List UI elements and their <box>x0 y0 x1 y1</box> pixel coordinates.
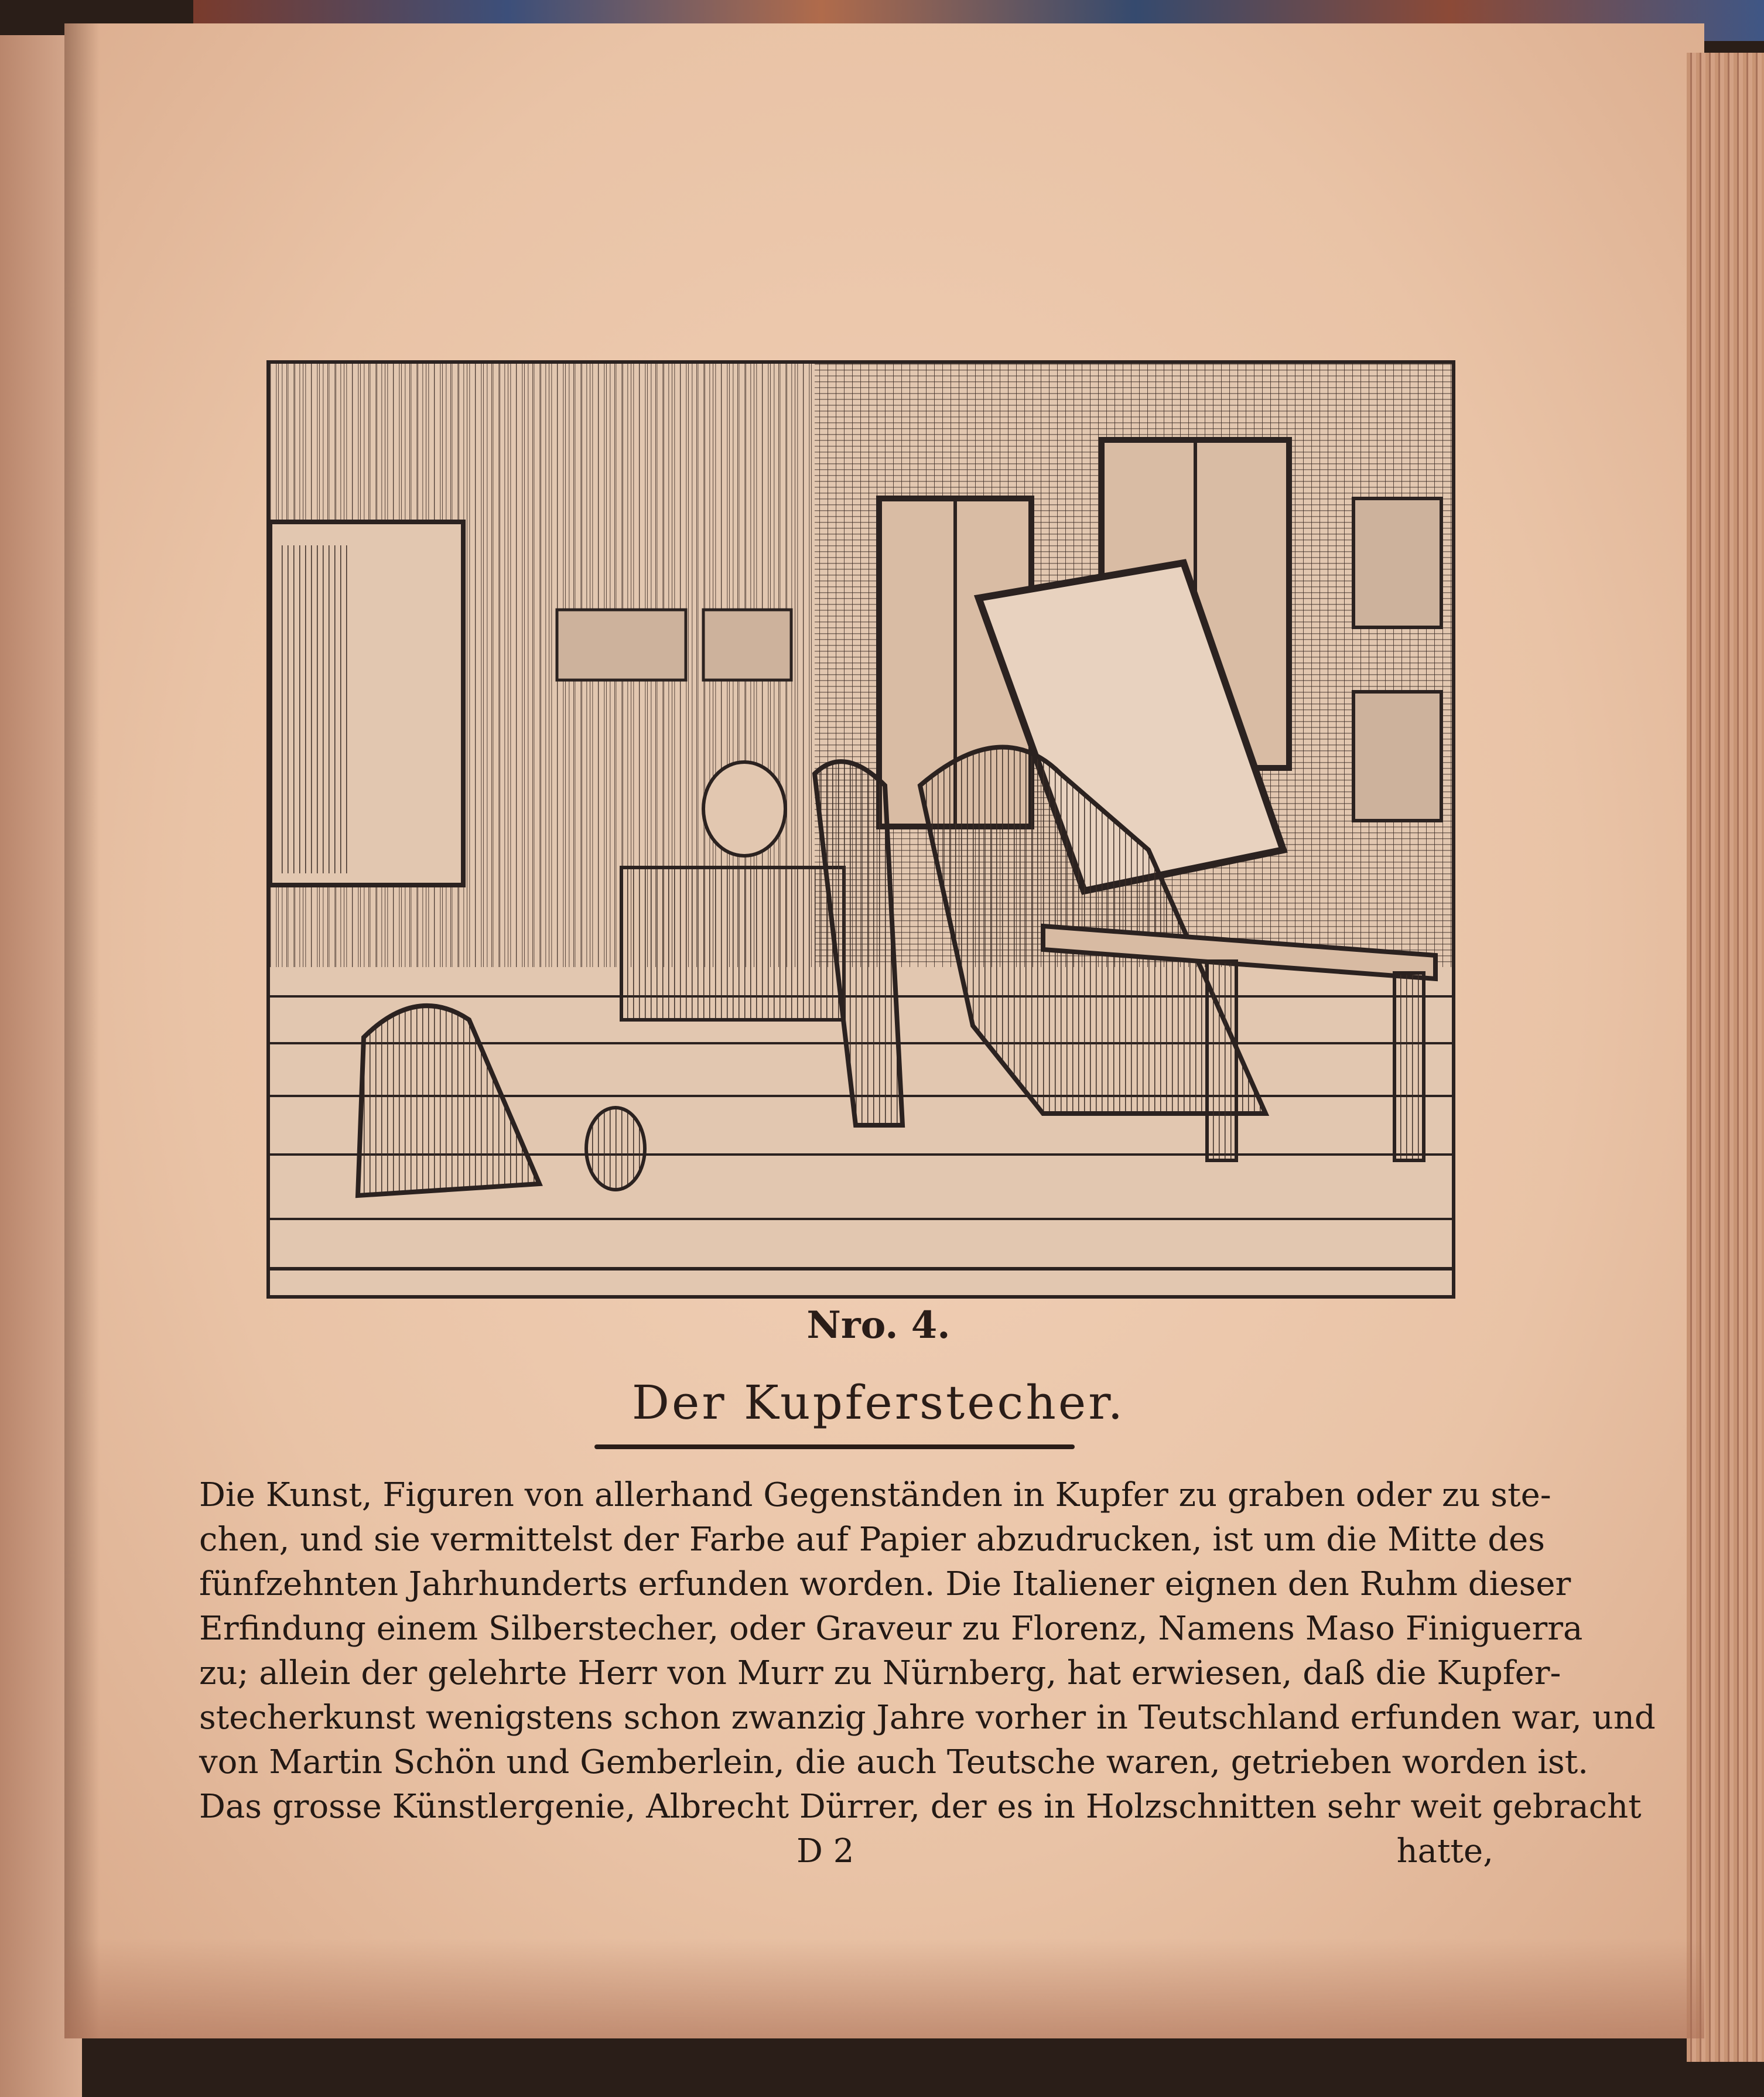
text-line: Das grosse Künstlergenie, Albrecht Dürrer, der es in Holzschnitten sehr weit gebracht <box>199 1788 1642 1826</box>
small-table <box>621 868 844 1020</box>
signature-mark: D 2 <box>796 1832 854 1870</box>
page-stack-edge <box>1687 53 1764 2062</box>
text-line: fünfzehnten Jahrhunderts erfunden worden. Die Italiener eignen den Ruhm dieser <box>199 1565 1571 1603</box>
chapter-title: Der Kupferstecher. <box>631 1375 1126 1430</box>
gutter-shadow <box>64 23 100 2038</box>
torn-bottom-edge <box>64 1939 1704 2038</box>
body-paragraph <box>199 1473 1656 1829</box>
shelf-picture-2 <box>703 610 791 680</box>
wall-picture-2 <box>1353 692 1441 821</box>
boy-figure <box>703 762 785 856</box>
jug <box>586 1108 645 1190</box>
catchword: hatte, <box>1396 1832 1493 1870</box>
text-line: stecherkunst wenigstens schon zwanzig Jahre vorher in Teutschland erfunden war, und <box>199 1699 1656 1737</box>
text-line: Erfindung einem Silberstecher, oder Graveur zu Florenz, Namens Maso Finiguerra <box>199 1610 1583 1648</box>
shelf-picture-1 <box>557 610 686 680</box>
wall-picture-1 <box>1353 498 1441 627</box>
open-door <box>282 545 352 873</box>
chapter-number: Nro. 4. <box>806 1303 951 1347</box>
engraving-illustration <box>266 360 1455 1299</box>
text-line: chen, und sie vermittelst der Farbe auf Papier abzudrucken, ist um die Mitte des <box>199 1521 1545 1559</box>
text-line: Die Kunst, Figuren von allerhand Gegenständen in Kupfer zu graben oder zu ste- <box>199 1476 1551 1514</box>
page-footer <box>199 1832 1505 1879</box>
text-line: von Martin Schön und Gemberlein, die auch Teutsche waren, getrieben worden ist. <box>199 1743 1589 1781</box>
title-rule <box>594 1444 1075 1449</box>
workshop-engraving <box>270 364 1452 1295</box>
text-line: zu; allein der gelehrte Herr von Murr zu Nürnberg, hat erwiesen, daß die Kupfer- <box>199 1654 1561 1692</box>
